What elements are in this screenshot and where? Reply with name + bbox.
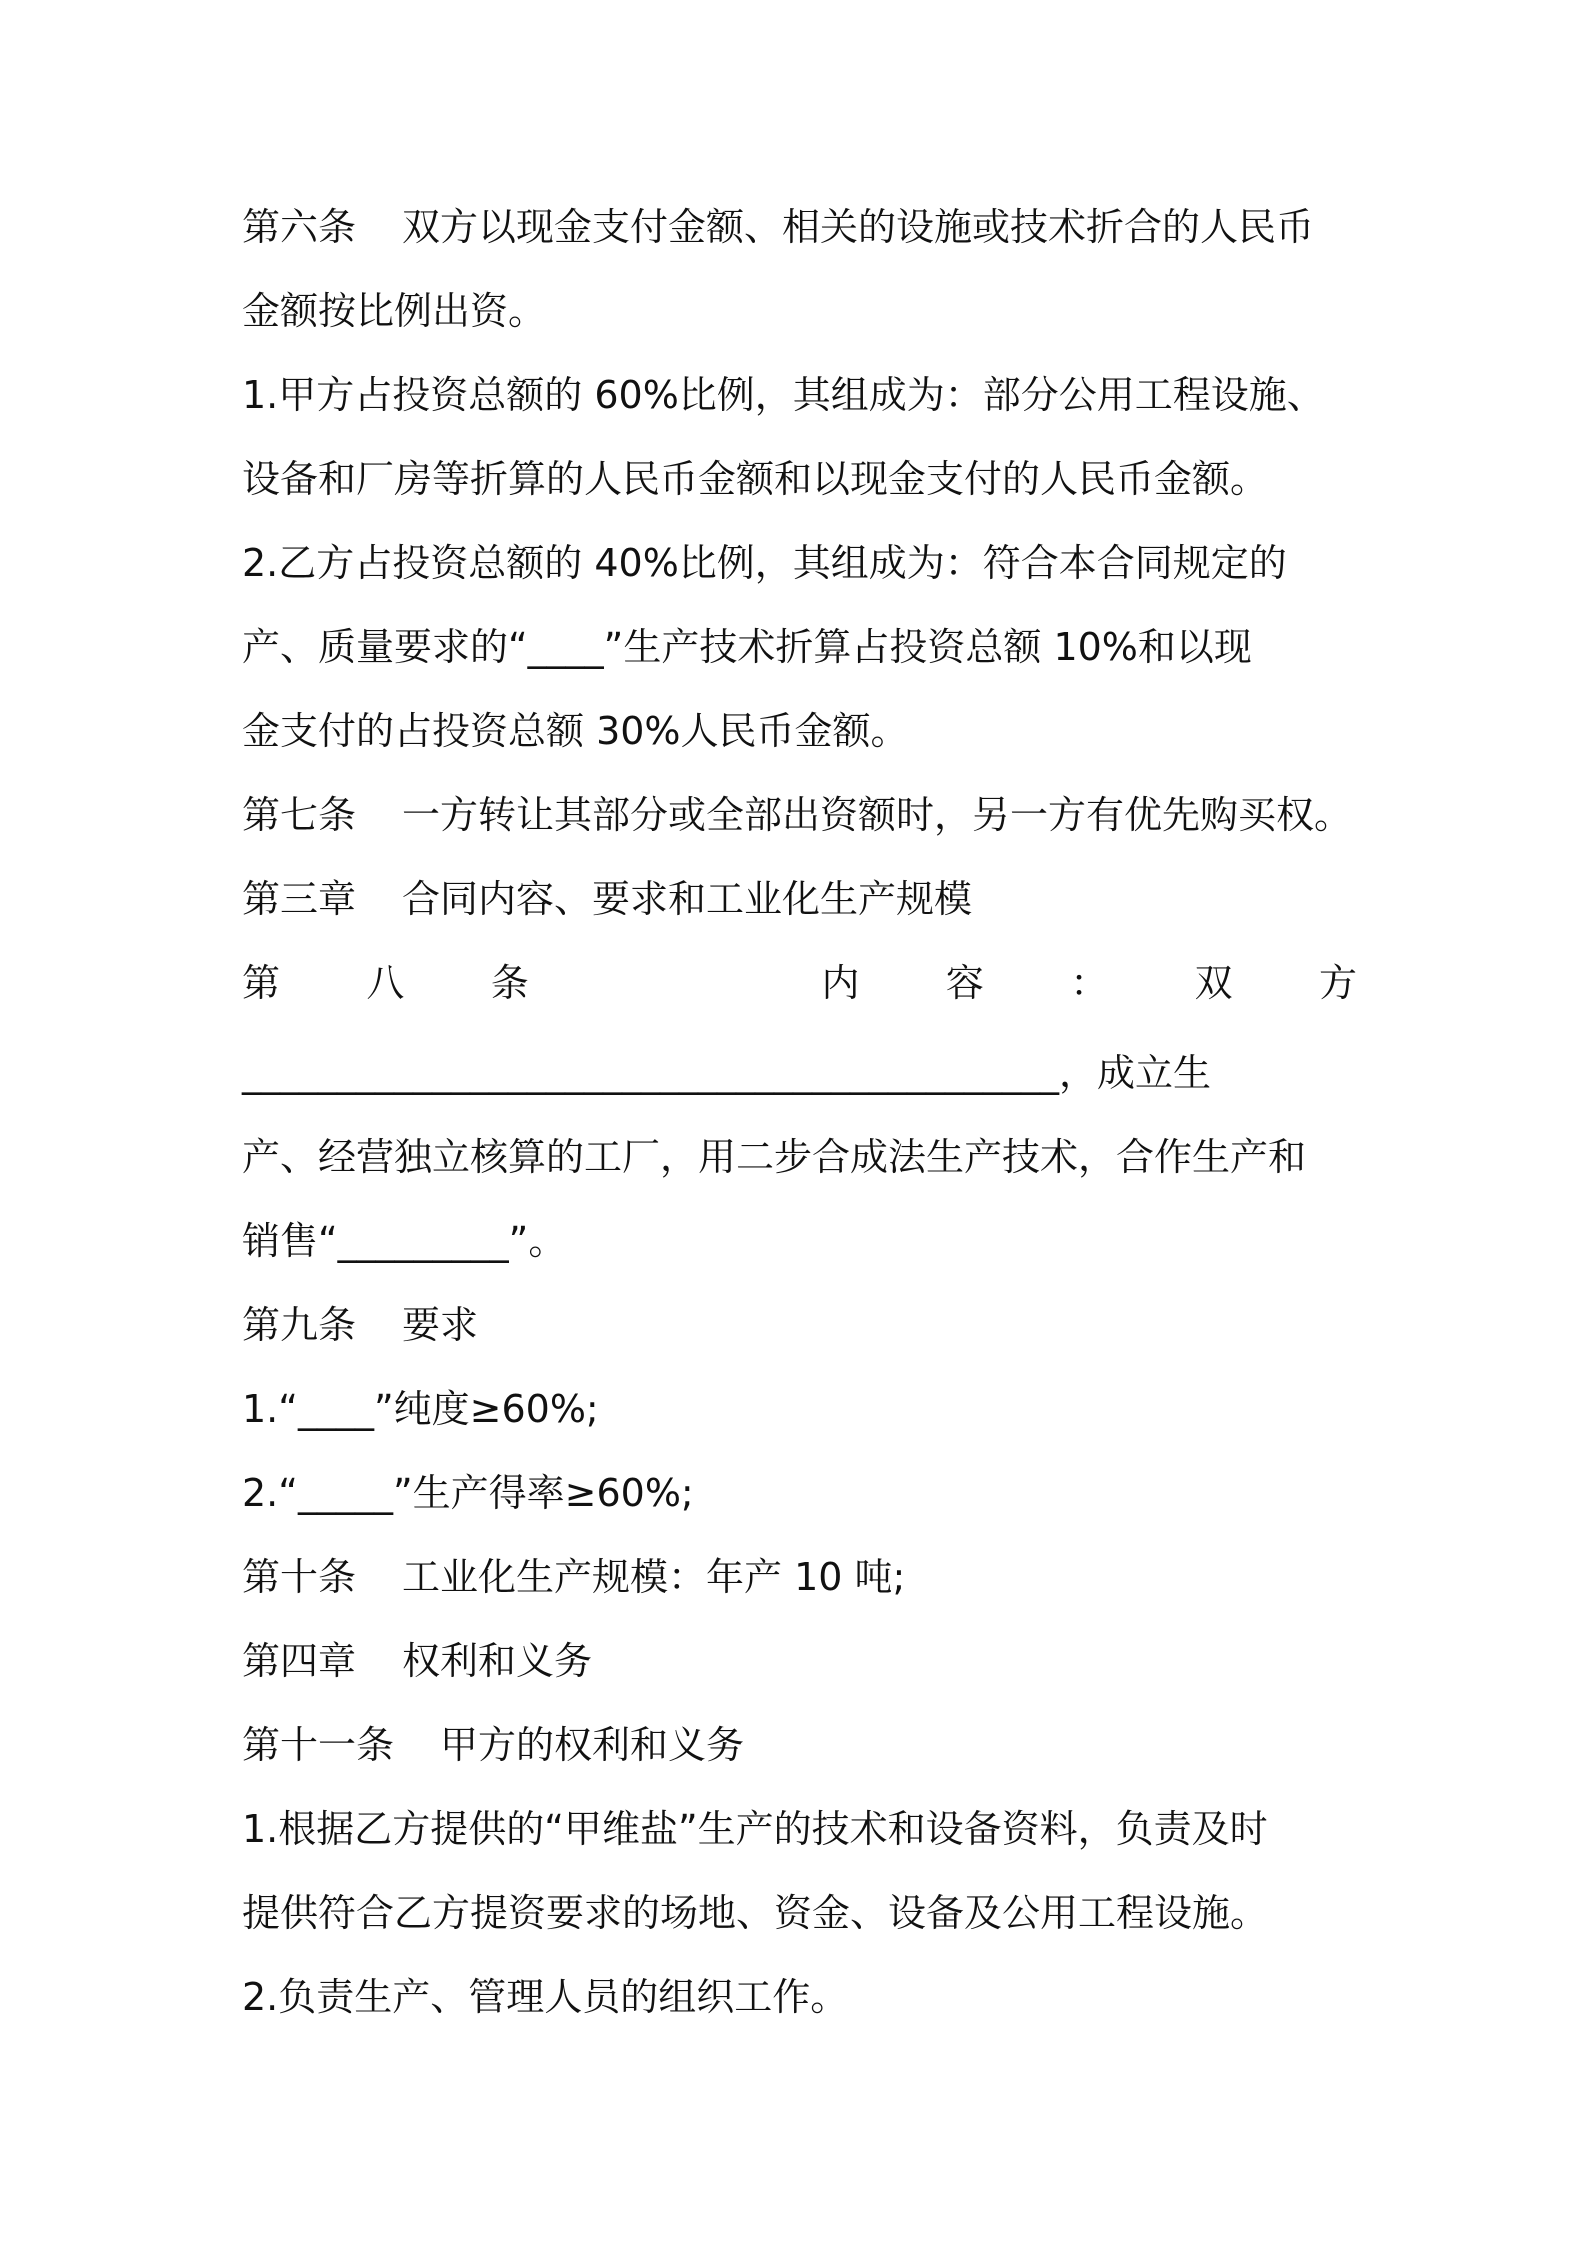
paragraph-text: 双方以现金支付金额、相关的设施或技术折合的人民币 <box>402 205 1315 249</box>
paragraph-text: 1.根据乙方提供的“甲维盐”生产的技术和设备资料，负责及时 <box>242 1807 1268 1851</box>
requirement-2-line <box>242 1463 1357 1523</box>
paragraph-text: 销售“_________”。 <box>242 1219 567 1263</box>
requirement-1-line <box>242 1379 1357 1439</box>
paragraph-text: ___________________________________________，成立生 <box>242 1051 1212 1095</box>
justified-char: 八 <box>366 961 405 1005</box>
paragraph-text: 要求 <box>402 1303 479 1347</box>
duty-2-line <box>242 1967 1357 2027</box>
article-6-line-1 <box>242 197 1357 257</box>
article-heading: 第十条 <box>242 1555 357 1599</box>
chapter-title: 合同内容、要求和工业化生产规模 <box>402 877 973 921</box>
clause-1-line-2 <box>242 449 1357 509</box>
duty-1-line-1 <box>242 1799 1357 1859</box>
paragraph-text: 1.甲方占投资总额的 60%比例，其组成为：部分公用工程设施、 <box>242 373 1325 417</box>
paragraph-text: 提供符合乙方提资要求的场地、资金、设备及公用工程设施。 <box>242 1891 1269 1935</box>
justified-char: 容 <box>945 961 984 1005</box>
paragraph-text: 金支付的占投资总额 30%人民币金额。 <box>242 709 909 753</box>
chapter-3-heading <box>242 869 1357 929</box>
clause-2-line-2 <box>242 617 1357 677</box>
justified-char: 第 <box>242 961 281 1005</box>
paragraph-text: 1.“____”纯度≥60%; <box>242 1387 599 1431</box>
justified-char: ： <box>1070 961 1109 1005</box>
paragraph-text: 甲方的权利和义务 <box>440 1723 745 1767</box>
paragraph-text: 产、质量要求的“____”生产技术折算占投资总额 10%和以现 <box>242 625 1252 669</box>
justified-char: 内 <box>821 961 860 1005</box>
article-heading: 第七条 <box>242 793 357 837</box>
clause-1-line-1 <box>242 365 1357 425</box>
justified-char: 条 <box>490 961 529 1005</box>
paragraph-text: 产、经营独立核算的工厂，用二步合成法生产技术，合作生产和 <box>242 1135 1307 1179</box>
article-10-line <box>242 1547 1357 1607</box>
article-8-line-4 <box>242 1211 1357 1271</box>
justified-char: 双 <box>1194 961 1233 1005</box>
article-7-line <box>242 785 1357 845</box>
article-8-justified-line <box>242 953 1357 1013</box>
duty-1-line-2 <box>242 1883 1357 1943</box>
article-8-line-3 <box>242 1127 1357 1187</box>
paragraph-text: 2.“_____”生产得率≥60%; <box>242 1471 694 1515</box>
paragraph-text: 一方转让其部分或全部出资额时，另一方有优先购买权。 <box>402 793 1353 837</box>
article-6-line-2 <box>242 281 1357 341</box>
chapter-title: 权利和义务 <box>402 1639 593 1683</box>
article-heading: 第十一条 <box>242 1723 395 1767</box>
clause-2-line-3 <box>242 701 1357 761</box>
chapter-heading: 第三章 <box>242 877 357 921</box>
paragraph-text: 金额按比例出资。 <box>242 289 547 333</box>
paragraph-text: 2.负责生产、管理人员的组织工作。 <box>242 1975 849 2019</box>
paragraph-text: 工业化生产规模：年产 10 吨; <box>402 1555 906 1599</box>
chapter-4-heading <box>242 1631 1357 1691</box>
article-8-line-2 <box>242 1043 1357 1103</box>
justified-char: 方 <box>1318 961 1357 1005</box>
paragraph-text: 设备和厂房等折算的人民币金额和以现金支付的人民币金额。 <box>242 457 1269 501</box>
chapter-heading: 第四章 <box>242 1639 357 1683</box>
article-heading: 第六条 <box>242 205 357 249</box>
article-9-line <box>242 1295 1357 1355</box>
paragraph-text: 2.乙方占投资总额的 40%比例，其组成为：符合本合同规定的 <box>242 541 1287 585</box>
article-11-line <box>242 1715 1357 1775</box>
article-heading: 第九条 <box>242 1303 357 1347</box>
clause-2-line-1 <box>242 533 1357 593</box>
